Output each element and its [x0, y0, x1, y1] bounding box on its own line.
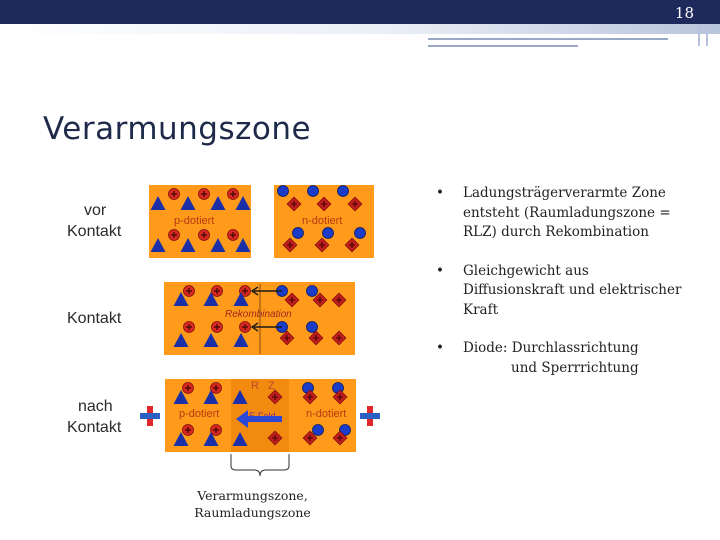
slide-title: Verarmungszone: [43, 111, 312, 147]
n-doped-label: n-dotiert: [302, 215, 343, 227]
hole-symbol: [199, 230, 210, 241]
figure-caption: [180, 487, 325, 521]
p-doped-label: p-dotiert: [174, 215, 215, 227]
acceptor-symbol: [204, 333, 219, 347]
bullet-line: Kraft: [463, 301, 499, 318]
donor-symbol: [348, 197, 362, 211]
label-after-word: Kontakt: [67, 419, 122, 436]
caption-line: Verarmungszone,: [197, 488, 308, 503]
plus-terminal-icon: [140, 406, 160, 426]
bullet-line: Gleichgewicht aus: [463, 262, 589, 279]
hole-symbol: [169, 189, 180, 200]
acceptor-symbol: [236, 238, 251, 252]
electron-symbol: [278, 186, 289, 197]
bullet-line: RLZ) durch Rekombination: [463, 224, 649, 240]
recombination-label: Rekombination: [225, 309, 292, 320]
acceptor-symbol: [234, 333, 249, 347]
caption-line: Raumladungszone: [194, 505, 311, 520]
label-before-word: vor: [84, 202, 107, 219]
acceptor-symbol: [151, 196, 166, 210]
bullet-line: Diode: Durchlassrichtung: [463, 340, 639, 356]
donor-symbol: [315, 238, 329, 252]
bullet-line: und Sperrrichtung: [511, 359, 639, 376]
bullet-line: Diffusionskraft und elektrischer: [463, 282, 682, 298]
electron-symbol: [355, 228, 366, 239]
rlz-label: R Z: [251, 380, 278, 392]
hole-symbol: [228, 189, 239, 200]
electron-symbol: [307, 286, 318, 297]
donor-symbol: [280, 331, 294, 345]
acceptor-symbol: [211, 238, 226, 252]
electron-symbol: [308, 186, 319, 197]
label-after-word: nach: [78, 398, 113, 415]
bullet-dot: •: [436, 262, 444, 279]
page-number: 18: [674, 4, 694, 22]
hole-symbol: [184, 322, 195, 333]
acceptor-symbol: [211, 196, 226, 210]
bullet-dot: •: [436, 340, 444, 356]
hole-symbol: [212, 286, 223, 297]
bullet-dot: •: [436, 185, 444, 201]
donor-symbol: [332, 293, 346, 307]
acceptor-symbol: [233, 390, 248, 404]
acceptor-symbol: [181, 196, 196, 210]
hole-symbol: [183, 383, 194, 394]
hole-symbol: [199, 189, 210, 200]
donor-symbol: [345, 238, 359, 252]
electron-symbol: [323, 228, 334, 239]
hole-symbol: [169, 230, 180, 241]
donor-symbol: [285, 293, 299, 307]
donor-symbol: [287, 197, 301, 211]
hole-symbol: [211, 383, 222, 394]
bullet-line: Ladungsträgerverarmte Zone: [463, 185, 666, 201]
hole-symbol: [184, 286, 195, 297]
acceptor-symbol: [236, 196, 251, 210]
hole-symbol: [183, 425, 194, 436]
hole-symbol: [211, 425, 222, 436]
label-contact-word: Kontakt: [67, 310, 122, 327]
hole-symbol: [228, 230, 239, 241]
field-arrow: [236, 410, 282, 428]
acceptor-symbol: [174, 333, 189, 347]
acceptor-symbol: [233, 432, 248, 446]
donor-symbol: [283, 238, 297, 252]
donor-symbol: [268, 390, 282, 404]
donor-symbol: [317, 197, 331, 211]
donor-symbol: [268, 431, 282, 445]
acceptor-symbol: [151, 238, 166, 252]
bullet-line: entsteht (Raumladungszone =: [463, 204, 671, 221]
p-doped-label: p-dotiert: [179, 408, 220, 420]
n-doped-label: n-dotiert: [306, 408, 347, 420]
plus-terminal-icon: [360, 406, 380, 426]
electron-symbol: [313, 425, 324, 436]
electron-symbol: [293, 228, 304, 239]
label-before-word: Kontakt: [67, 223, 122, 240]
donor-symbol: [309, 331, 323, 345]
acceptor-symbol: [181, 238, 196, 252]
depletion-brace: [231, 454, 289, 476]
electron-symbol: [338, 186, 349, 197]
hole-symbol: [212, 322, 223, 333]
donor-symbol: [332, 331, 346, 345]
hole-symbol: [240, 322, 251, 333]
